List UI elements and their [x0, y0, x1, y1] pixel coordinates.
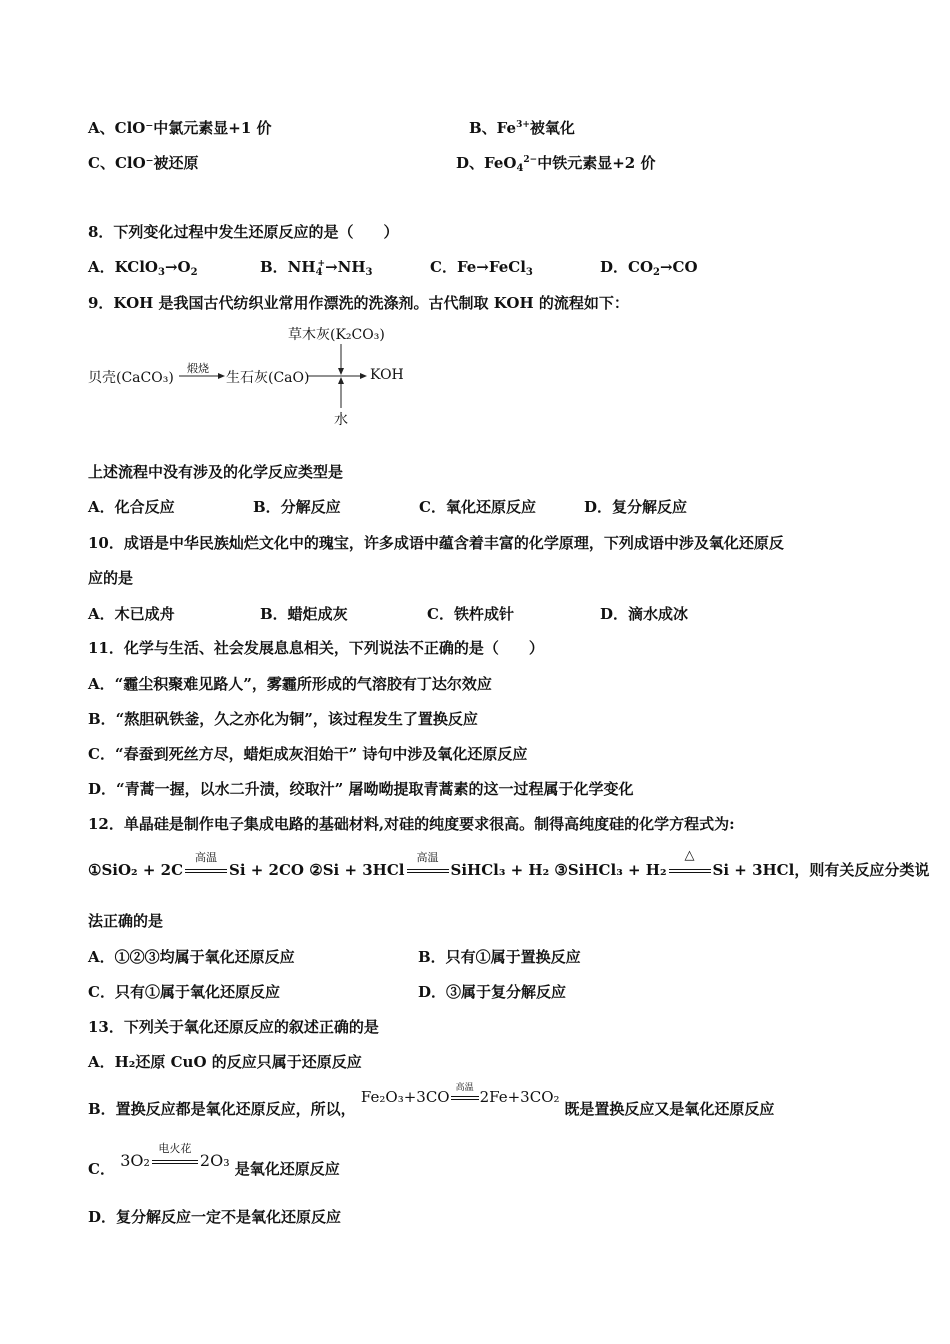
q8-option-a: A．$KClO_3\to O_2$ — [88, 258, 198, 278]
q9-option-c: C．氧化还原反应 — [419, 498, 536, 516]
q12-option-c: C．只有①属于氧化还原反应 — [88, 983, 280, 1001]
q10-option-d: D．滴水成冰 — [600, 605, 689, 623]
q10-option-a: A．木已成舟 — [88, 605, 175, 623]
q10-option-c: C．铁杵成针 — [427, 605, 514, 623]
q8-stem: 8．下列变化过程中发生还原反应的是（ ） — [88, 223, 399, 241]
arrow-water-head — [338, 377, 344, 384]
q9-flow-diagram — [88, 322, 428, 432]
q13-option-b: B．置换反应都是氧化还原反应，所以， Fe₂O₃+3CO 高温 2Fe+3CO₂ 既是置换反应又是氧化还原反应 — [88, 1083, 775, 1118]
q13-option-d: D．复分解反应一定不是氧化还原反应 — [88, 1208, 342, 1226]
q9-option-d: D．复分解反应 — [584, 498, 688, 516]
q8-option-d: D．$CO_2\to CO$ — [600, 258, 698, 278]
q9-question: 上述流程中没有涉及的化学反应类型是 — [88, 463, 344, 481]
flow-calcine-label: 煅烧 — [187, 362, 209, 375]
q13-c-arrow: 电火花 — [150, 1152, 200, 1172]
q9-option-a: A．化合反应 — [88, 498, 175, 516]
q12-option-b: B．只有①属于置换反应 — [418, 948, 581, 966]
q11-option-a: A．“霾尘积聚难见路人”，雾霾所形成的气溶胶有丁达尔效应 — [88, 675, 492, 693]
q13-b-arrow: 高温 — [450, 1088, 480, 1108]
q10-stem-line1: 10．成语是中华民族灿烂文化中的瑰宝，许多成语中蕴含着丰富的化学原理，下列成语中涉及氧化还原反 — [88, 534, 784, 552]
q11-option-d: D．“青蒿一握，以水二升渍，绞取汁” 屠呦呦提取青蒿素的这一过程属于化学变化 — [88, 780, 634, 798]
q10-option-b: B．蜡炬成灰 — [260, 605, 348, 623]
arrow-ash-head — [338, 368, 344, 375]
flow-lime: 生石灰(CaO) — [226, 370, 310, 386]
eq2-arrow: 高温 — [405, 861, 451, 881]
flow-product: KOH — [370, 367, 404, 383]
q13-option-a: A．H₂还原 CuO 的反应只属于还原反应 — [88, 1053, 362, 1071]
arrow-calcine-head — [218, 373, 225, 379]
q12-stem-end: 法正确的是 — [88, 912, 164, 930]
q8-option-b: B．$NH_4^+\to NH_3$ — [260, 258, 373, 278]
q11-option-b: B．“熬胆矾铁釜，久之亦化为铜”，该过程发生了置换反应 — [88, 710, 478, 728]
q13-stem: 13．下列关于氧化还原反应的叙述正确的是 — [88, 1018, 379, 1036]
q7-option-a: A、ClO⁻中氯元素显+1 价 — [88, 119, 272, 137]
flow-ash: 草木灰(K₂CO₃) — [288, 327, 385, 343]
q12-option-d: D．③属于复分解反应 — [418, 983, 567, 1001]
q12-equations: ①SiO₂ + 2C 高温 Si + 2CO ②Si + 3HCl 高温 SiHCl₃ + H₂ ③SiHCl₃ + H₂ △ Si + 3HCl，则有关反应分类说 — [88, 848, 930, 879]
q11-stem: 11．化学与生活、社会发展息息相关，下列说法不正确的是（ ） — [88, 639, 544, 657]
eq3-arrow: △ — [667, 861, 713, 881]
q10-stem-line2: 应的是 — [88, 569, 134, 587]
q13-option-c: C． 3O₂ 电火花 2O₃ 是氧化还原反应 — [88, 1141, 340, 1178]
q9-option-b: B．分解反应 — [253, 498, 341, 516]
arrow-product-head — [360, 373, 367, 379]
eq1-arrow: 高温 — [183, 861, 229, 881]
flow-water: 水 — [334, 412, 348, 428]
q7-option-c: C、ClO⁻被还原 — [88, 154, 199, 172]
q7-option-d: D、FeO$_4^{2-}$中铁元素显+2 价 — [456, 154, 656, 174]
q9-stem: 9．KOH 是我国古代纺织业常用作漂洗的洗涤剂。古代制取 KOH 的流程如下： — [88, 294, 629, 312]
q7-option-b: B、$Fe^{3+}$被氧化 — [469, 119, 575, 137]
q8-option-c: C．Fe→FeCl$_3$ — [430, 258, 533, 278]
q12-option-a: A．①②③均属于氧化还原反应 — [88, 948, 295, 966]
flow-shell: 贝壳(CaCO₃) — [88, 370, 174, 386]
q12-stem: 12．单晶硅是制作电子集成电路的基础材料,对硅的纯度要求很高。制得高纯度硅的化学方程式为: — [88, 815, 735, 833]
q11-option-c: C．“春蚕到死丝方尽，蜡炬成灰泪始干” 诗句中涉及氧化还原反应 — [88, 745, 528, 763]
